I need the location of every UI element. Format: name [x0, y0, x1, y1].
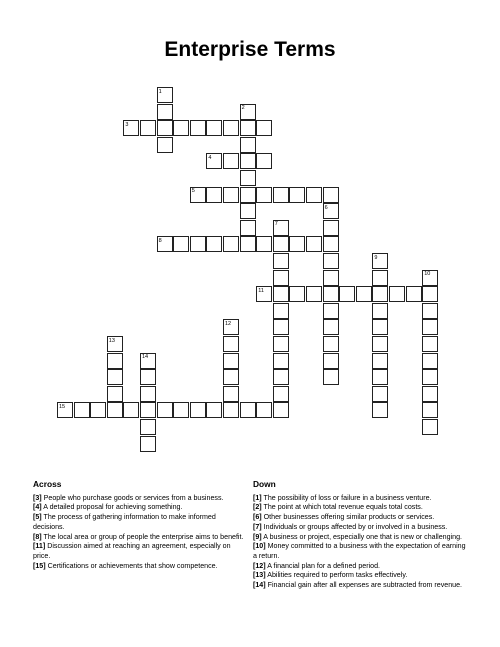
grid-cell[interactable] — [240, 220, 256, 236]
grid-cell[interactable] — [256, 187, 272, 203]
grid-cell[interactable] — [157, 104, 173, 120]
clue-text: Other businesses offering similar products or services. — [263, 513, 435, 522]
clue-text: Abilities required to perform tasks effectively. — [267, 571, 408, 580]
clue-number: [7] — [253, 522, 262, 531]
down-clue-list — [253, 494, 467, 591]
grid-cell[interactable] — [372, 369, 388, 385]
grid-cell[interactable] — [173, 236, 189, 252]
grid-cell[interactable] — [240, 203, 256, 219]
grid-cell[interactable] — [273, 336, 289, 352]
grid-cell[interactable] — [323, 220, 339, 236]
clue-number: [4] — [33, 503, 42, 512]
grid-cell[interactable] — [273, 386, 289, 402]
grid-cell[interactable] — [190, 236, 206, 252]
clue-number-label: 1 — [158, 88, 162, 95]
grid-cell[interactable] — [372, 336, 388, 352]
grid-cell[interactable] — [289, 187, 305, 203]
grid-cell[interactable] — [323, 203, 339, 219]
grid-cell[interactable] — [273, 369, 289, 385]
down-clue — [253, 494, 467, 504]
grid-cell[interactable] — [140, 419, 156, 435]
clue-text: A business or project, especially one that is new or challenging. — [263, 532, 463, 541]
grid-cell[interactable] — [372, 303, 388, 319]
grid-cell[interactable] — [107, 402, 123, 418]
grid-cell[interactable] — [323, 253, 339, 269]
grid-cell[interactable] — [306, 187, 322, 203]
grid-cell[interactable] — [206, 236, 222, 252]
clue-number: [8] — [33, 532, 42, 541]
grid-cell[interactable] — [190, 402, 206, 418]
clue-number: [12] — [253, 561, 266, 570]
grid-cell[interactable] — [323, 236, 339, 252]
clue-text: Discussion aimed at reaching an agreement, especially on price. — [33, 542, 231, 560]
grid-cell[interactable] — [223, 386, 239, 402]
grid-cell[interactable] — [240, 236, 256, 252]
down-clue — [253, 571, 467, 581]
across-clues — [33, 480, 245, 571]
grid-cell[interactable] — [223, 336, 239, 352]
clue-number-label: 5 — [191, 188, 195, 195]
grid-cell[interactable] — [223, 236, 239, 252]
grid-cell[interactable] — [339, 286, 355, 302]
down-heading: Down — [253, 479, 276, 489]
grid-cell[interactable] — [240, 402, 256, 418]
grid-cell[interactable] — [372, 402, 388, 418]
clue-number-label: 9 — [374, 254, 378, 261]
grid-cell[interactable] — [140, 436, 156, 452]
grid-cell[interactable] — [372, 353, 388, 369]
grid-cell[interactable] — [422, 336, 438, 352]
grid-cell[interactable] — [323, 303, 339, 319]
across-clue — [33, 562, 245, 572]
across-clue — [33, 533, 245, 543]
grid-cell[interactable] — [123, 402, 139, 418]
grid-cell[interactable] — [273, 236, 289, 252]
grid-cell[interactable] — [140, 120, 156, 136]
grid-cell[interactable] — [157, 120, 173, 136]
clue-text: Individuals or groups affected by or involved in a business. — [263, 522, 448, 531]
grid-cell[interactable] — [323, 286, 339, 302]
grid-cell[interactable] — [256, 402, 272, 418]
grid-cell[interactable] — [422, 369, 438, 385]
clue-number: [5] — [33, 513, 42, 522]
clue-number-label: 11 — [258, 287, 264, 294]
across-clue — [33, 494, 245, 504]
grid-cell[interactable] — [223, 153, 239, 169]
grid-cell[interactable] — [157, 137, 173, 153]
grid-cell[interactable] — [273, 319, 289, 335]
grid-cell[interactable] — [273, 402, 289, 418]
grid-cell[interactable] — [123, 120, 139, 136]
clue-text: The point at which total revenue equals total costs. — [263, 503, 423, 512]
grid-cell[interactable] — [306, 286, 322, 302]
grid-cell[interactable] — [256, 236, 272, 252]
grid-cell[interactable] — [306, 236, 322, 252]
grid-cell[interactable] — [157, 402, 173, 418]
clue-number-label: 14 — [142, 354, 149, 361]
clue-number: [3] — [33, 493, 42, 502]
grid-cell[interactable] — [223, 120, 239, 136]
down-clue — [253, 503, 467, 513]
grid-cell[interactable] — [372, 253, 388, 269]
clue-number: [13] — [253, 571, 266, 580]
grid-cell[interactable] — [323, 369, 339, 385]
down-clue — [253, 562, 467, 572]
grid-cell[interactable] — [107, 336, 123, 352]
grid-cell[interactable] — [422, 402, 438, 418]
clue-number-label: 15 — [59, 403, 66, 410]
grid-cell[interactable] — [223, 187, 239, 203]
down-clues — [253, 480, 467, 591]
grid-cell[interactable] — [372, 286, 388, 302]
grid-cell[interactable] — [240, 153, 256, 169]
clue-number-label: 10 — [424, 271, 431, 278]
across-clue — [33, 542, 245, 561]
down-clue — [253, 533, 467, 543]
across-clue — [33, 503, 245, 513]
grid-cell[interactable] — [206, 153, 222, 169]
grid-cell[interactable] — [422, 286, 438, 302]
clue-number-label: 4 — [208, 154, 212, 161]
grid-cell[interactable] — [223, 402, 239, 418]
grid-cell[interactable] — [223, 353, 239, 369]
clue-number: [6] — [253, 513, 262, 522]
down-clue — [253, 581, 467, 591]
grid-cell[interactable] — [422, 303, 438, 319]
clue-text: The possibility of loss or failure in a business venture. — [263, 493, 432, 502]
grid-cell[interactable] — [323, 187, 339, 203]
grid-cell[interactable] — [157, 87, 173, 103]
clue-number: [10] — [253, 542, 266, 551]
clue-text: Money committed to a business with the expectation of earning a return. — [253, 542, 466, 560]
grid-cell[interactable] — [273, 253, 289, 269]
grid-cell[interactable] — [256, 153, 272, 169]
grid-cell[interactable] — [273, 286, 289, 302]
grid-cell[interactable] — [273, 353, 289, 369]
clue-number-label: 13 — [108, 337, 115, 344]
grid-cell[interactable] — [74, 402, 90, 418]
clue-text: The local area or group of people the enterprise aims to benefit. — [43, 532, 244, 541]
grid-cell[interactable] — [173, 120, 189, 136]
grid-cell[interactable] — [289, 286, 305, 302]
clue-number: [11] — [33, 542, 46, 551]
grid-cell[interactable] — [273, 220, 289, 236]
clue-text: People who purchase goods or services from a business. — [43, 493, 224, 502]
down-clue — [253, 513, 467, 523]
grid-cell[interactable] — [223, 319, 239, 335]
grid-cell[interactable] — [206, 187, 222, 203]
grid-cell[interactable] — [107, 369, 123, 385]
grid-cell[interactable] — [240, 104, 256, 120]
grid-cell[interactable] — [323, 353, 339, 369]
grid-cell[interactable] — [422, 319, 438, 335]
page-title: Enterprise Terms — [164, 38, 336, 61]
clue-text: Certifications or achievements that show competence. — [47, 561, 218, 570]
grid-cell[interactable] — [223, 369, 239, 385]
clue-number: [1] — [253, 493, 262, 502]
grid-cell[interactable] — [372, 270, 388, 286]
grid-cell[interactable] — [206, 402, 222, 418]
clue-number-label: 2 — [241, 105, 245, 112]
clue-number: [14] — [253, 581, 266, 590]
clue-number-label: 8 — [158, 237, 162, 244]
grid-cell[interactable] — [406, 286, 422, 302]
grid-cell[interactable] — [256, 286, 272, 302]
grid-cell[interactable] — [289, 236, 305, 252]
grid-cell[interactable] — [422, 353, 438, 369]
grid-cell[interactable] — [422, 386, 438, 402]
grid-cell[interactable] — [240, 120, 256, 136]
grid-cell[interactable] — [323, 336, 339, 352]
grid-cell[interactable] — [190, 120, 206, 136]
grid-cell[interactable] — [140, 369, 156, 385]
grid-cell[interactable] — [273, 187, 289, 203]
grid-cell[interactable] — [190, 187, 206, 203]
clue-number-label: 3 — [125, 121, 129, 128]
grid-cell[interactable] — [107, 386, 123, 402]
grid-cell[interactable] — [372, 319, 388, 335]
across-heading: Across — [33, 479, 62, 489]
grid-cell[interactable] — [90, 402, 106, 418]
grid-cell[interactable] — [206, 120, 222, 136]
clue-number: [9] — [253, 532, 262, 541]
grid-cell[interactable] — [240, 137, 256, 153]
grid-cell[interactable] — [57, 402, 73, 418]
clue-number: [2] — [253, 503, 262, 512]
grid-cell[interactable] — [256, 120, 272, 136]
grid-cell[interactable] — [323, 270, 339, 286]
grid-cell[interactable] — [157, 236, 173, 252]
grid-cell[interactable] — [273, 303, 289, 319]
grid-cell[interactable] — [140, 402, 156, 418]
clue-text: A financial plan for a defined period. — [267, 561, 381, 570]
grid-cell[interactable] — [273, 270, 289, 286]
grid-cell[interactable] — [107, 353, 123, 369]
grid-cell[interactable] — [422, 270, 438, 286]
clue-text: Financial gain after all expenses are subtracted from revenue. — [267, 581, 463, 590]
grid-cell[interactable] — [140, 386, 156, 402]
grid-cell[interactable] — [422, 419, 438, 435]
clue-number-label: 12 — [225, 320, 232, 327]
grid-cell[interactable] — [140, 353, 156, 369]
grid-cell[interactable] — [389, 286, 405, 302]
down-clue — [253, 542, 467, 561]
grid-cell[interactable] — [173, 402, 189, 418]
down-clue — [253, 523, 467, 533]
clue-number-label: 6 — [324, 204, 328, 211]
clue-text: The process of gathering information to make informed decisions. — [33, 513, 216, 531]
grid-cell[interactable] — [356, 286, 372, 302]
clue-text: A detailed proposal for achieving something. — [43, 503, 183, 512]
clue-number: [15] — [33, 561, 46, 570]
clue-number-label: 7 — [274, 221, 278, 228]
across-clue-list — [33, 494, 245, 572]
grid-cell[interactable] — [240, 170, 256, 186]
grid-cell[interactable] — [240, 187, 256, 203]
grid-cell[interactable] — [372, 386, 388, 402]
grid-cell[interactable] — [323, 319, 339, 335]
across-clue — [33, 513, 245, 532]
